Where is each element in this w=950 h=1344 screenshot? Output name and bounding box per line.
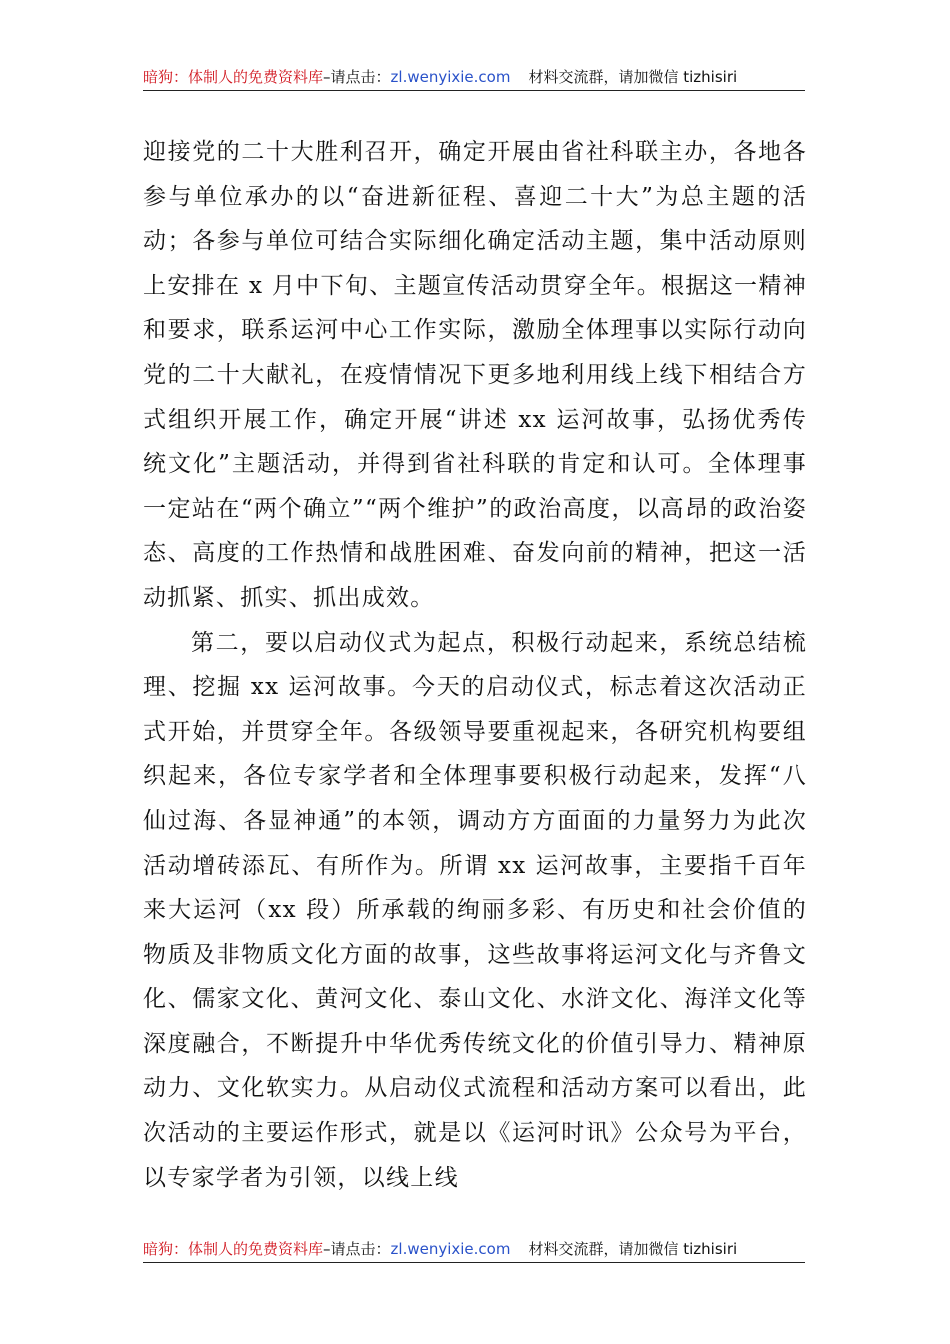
- footer-banner: [143, 1236, 805, 1263]
- paragraph-2: 第二，要以启动仪式为起点，积极行动起来，系统总结梳理、挖掘 xx 运河故事。今天的启动仪式，标志着这次活动正式开始，并贯穿全年。各级领导要重视起来，各研究机构要组织起来，各位专家学者和全体理事要积极行动起来，发挥“八仙过海、各显神通”的本领，调动方方面面的力量努力为此次活动增砖添瓦、有所作为。所谓 xx 运河故事，主要指千百年来大运河（xx 段）所承载的绚丽多彩、有历史和社会价值的物质及非物质文化方面的故事，这些故事将运河文化与齐鲁文化、儒家文化、黄河文化、泰山文化、水浒文化、海洋文化等深度融合，不断提升中华优秀传统文化的价值引导力、精神原动力、文化软实力。从启动仪式流程和活动方案可以看出，此次活动的主要运作形式，就是以《运河时讯》公众号为平台，以专家学者为引领，以线上线: [143, 629, 807, 1191]
- paragraph-1: 迎接党的二十大胜利召开，确定开展由省社科联主办，各地各参与单位承办的以“奋进新征程、喜迎二十大”为总主题的活动；各参与单位可结合实际细化确定活动主题，集中活动原则上安排在 x 月中下旬、主题宣传活动贯穿全年。根据这一精神和要求，联系运河中心工作实际，激励全体理事以实际行动向党的二十大献礼，在疫情情况下更多地利用线上线下相结合方式组织开展工作，确定开展“讲述 xx 运河故事，弘扬优秀传统文化”主题活动，并得到省社科联的肯定和认可。全体理事一定站在“两个确立”“两个维护”的政治高度，以高昂的政治姿态、高度的工作热情和战胜困难、奋发向前的精神，把这一活动抓紧、抓实、抓出成效。: [143, 139, 807, 611]
- header-wechat: 材料交流群，请加微信 tizhisiri: [528, 68, 738, 86]
- footer-link[interactable]: zl.wenyixie.com: [390, 1240, 511, 1258]
- header-prompt: –请点击：: [323, 68, 391, 86]
- header-brand: 暗狗：体制人的免费资料库: [143, 68, 324, 86]
- footer-brand: 暗狗：体制人的免费资料库: [143, 1240, 324, 1258]
- header-link[interactable]: zl.wenyixie.com: [390, 68, 511, 86]
- document-body: [143, 130, 807, 1200]
- footer-prompt: –请点击：: [323, 1240, 391, 1258]
- header-banner: [143, 64, 805, 91]
- footer-wechat: 材料交流群，请加微信 tizhisiri: [528, 1240, 738, 1258]
